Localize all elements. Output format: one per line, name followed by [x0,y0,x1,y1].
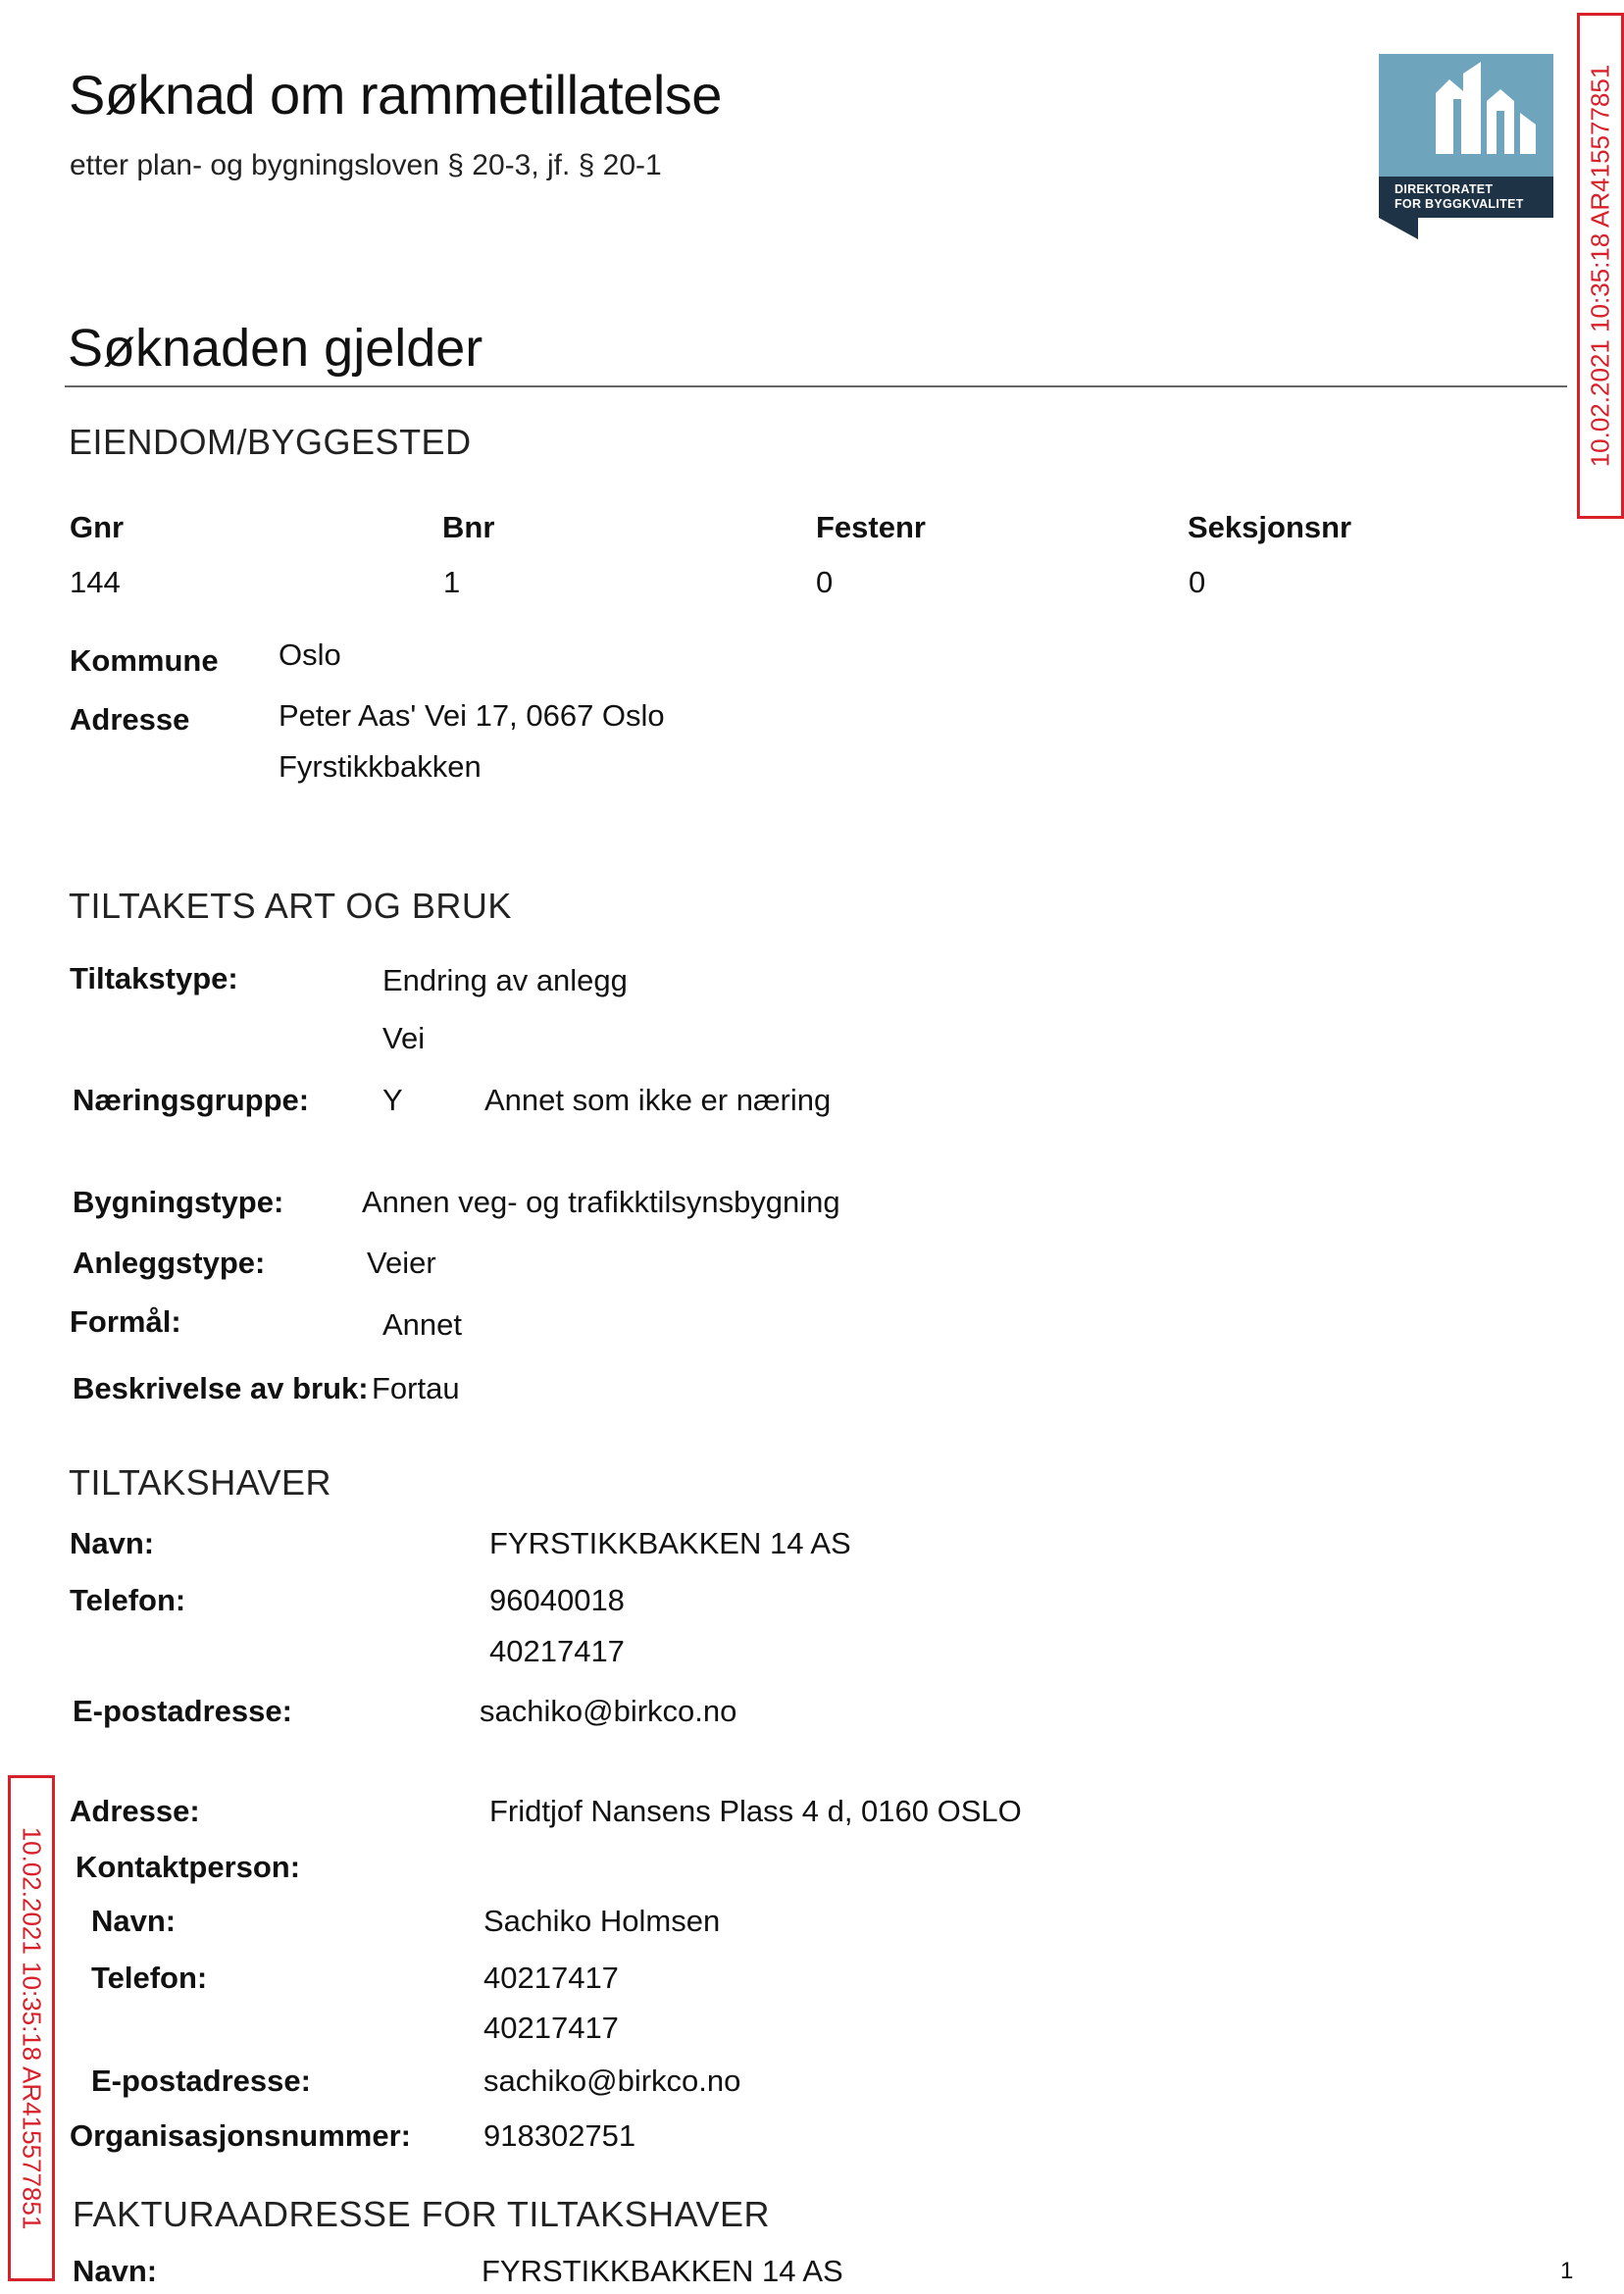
section-title: Søknaden gjelder [68,319,483,378]
tiltakshaver-heading: TILTAKSHAVER [69,1462,332,1503]
logo-text-line1: DIREKTORATET [1395,182,1494,196]
bnr-label: Bnr [442,510,495,544]
kontaktperson-navn-value: Sachiko Holmsen [483,1904,721,1938]
building-icon [1379,54,1553,177]
adresse-label: Adresse [70,702,190,737]
faktura-heading: FAKTURAADRESSE FOR TILTAKSHAVER [73,2194,770,2234]
dibk-logo [1379,54,1553,240]
logo-band [1379,177,1553,218]
gnr-value: 144 [70,565,121,599]
tiltakshaver-telefon-1: 96040018 [489,1583,625,1617]
tiltakshaver-telefon-2: 40217417 [489,1634,625,1668]
tiltakshaver-epost-label: E-postadresse: [73,1694,292,1728]
page-number: 1 [1560,2258,1574,2284]
kontaktperson-epost-value: sachiko@birkco.no [483,2064,741,2098]
orgnr-label: Organisasjonsnummer: [70,2118,411,2153]
bygningstype-value: Annen veg- og trafikktilsynsbygning [362,1185,840,1219]
logo-text-line2: FOR BYGGKVALITET [1395,197,1524,211]
logo-tab-icon [1379,218,1418,239]
tiltakshaver-adresse-label: Adresse: [70,1794,200,1828]
tiltakshaver-telefon-label: Telefon: [70,1583,186,1617]
festenr-label: Festenr [816,510,926,544]
kontaktperson-label: Kontaktperson: [76,1850,301,1884]
tiltak-heading: TILTAKETS ART OG BRUK [69,886,512,926]
tiltakshaver-navn-label: Navn: [70,1526,155,1560]
archive-stamp-text: 10.02.2021 10:35:18 AR415577851 [1585,64,1615,468]
adresse-line1: Peter Aas' Vei 17, 0667 Oslo [279,698,665,733]
tiltakstype-label: Tiltakstype: [70,961,238,995]
tiltakstype-value-2: Vei [382,1021,426,1055]
kontaktperson-telefon-label: Telefon: [91,1961,208,1995]
kontaktperson-navn-label: Navn: [91,1904,177,1938]
section-divider [65,385,1567,387]
gnr-label: Gnr [70,510,125,544]
archive-stamp-text: 10.02.2021 10:35:18 AR415577851 [17,1826,47,2230]
tiltakshaver-epost-value: sachiko@birkco.no [480,1694,737,1728]
document-title: Søknad om rammetillatelse [69,64,722,126]
naeringsgruppe-label: Næringsgruppe: [73,1083,310,1117]
kontaktperson-telefon-1: 40217417 [483,1961,619,1995]
bygningstype-label: Bygningstype: [73,1185,284,1219]
document-subtitle: etter plan- og bygningsloven § 20-3, jf. § 20-1 [70,149,662,181]
bnr-value: 1 [443,565,461,599]
seksjonsnr-label: Seksjonsnr [1188,510,1352,544]
beskrivelse-label: Beskrivelse av bruk: [73,1371,369,1405]
adresse-line2: Fyrstikkbakken [279,749,482,784]
tiltakshaver-adresse-value: Fridtjof Nansens Plass 4 d, 0160 OSLO [489,1794,1022,1828]
naeringsgruppe-value: Annet som ikke er næring [484,1083,832,1117]
faktura-navn-value: FYRSTIKKBAKKEN 14 AS [482,2254,843,2288]
beskrivelse-value: Fortau [372,1371,460,1405]
anleggstype-label: Anleggstype: [73,1246,266,1280]
anleggstype-value: Veier [367,1246,436,1280]
festenr-value: 0 [816,565,834,599]
formal-value: Annet [382,1307,463,1342]
kommune-label: Kommune [70,643,219,678]
kontaktperson-epost-label: E-postadresse: [91,2064,311,2098]
formal-label: Formål: [70,1304,181,1339]
faktura-navn-label: Navn: [73,2254,158,2288]
archive-stamp-top [1577,13,1624,519]
kontaktperson-telefon-2: 40217417 [483,2011,619,2045]
kommune-value: Oslo [279,637,341,672]
eiendom-heading: EIENDOM/BYGGESTED [69,422,472,462]
orgnr-value: 918302751 [483,2118,636,2153]
archive-stamp-bottom [8,1775,55,2281]
tiltakstype-value-1: Endring av anlegg [382,963,628,997]
tiltakshaver-navn-value: FYRSTIKKBAKKEN 14 AS [489,1526,851,1560]
naeringsgruppe-code: Y [382,1083,403,1117]
seksjonsnr-value: 0 [1189,565,1206,599]
